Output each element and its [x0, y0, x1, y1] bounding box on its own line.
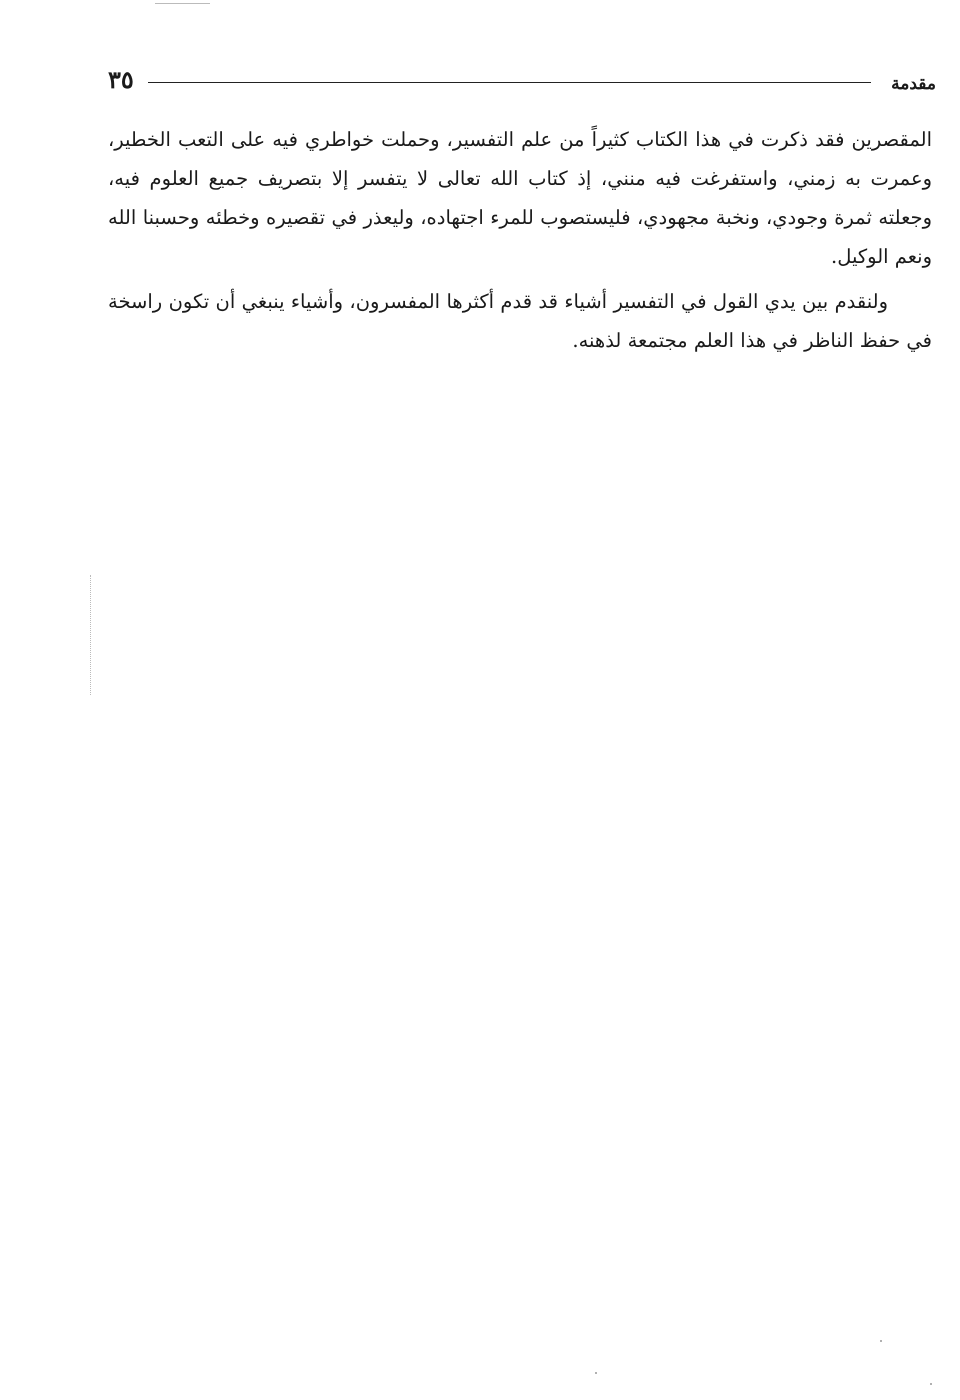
paragraph-1: المقصرين فقد ذكرت في هذا الكتاب كثيراً من علم التفسير، وحملت خواطري فيه على التعب الخطير، وعمرت به زمني، واستفرغت فيه منني، إذ كتاب الله تعالى لا يتفسر إلا بتصريف جميع العلوم فيه، وجعلته ثمرة وجودي، ونخبة مجهودي، فليستصوب للمرء اجتهاده، وليعذر في تقصيره وخطئه وحسبنا الله ونعم الوكيل.: [108, 128, 932, 268]
page-header: [108, 60, 936, 100]
scan-speck: [595, 1372, 597, 1374]
running-title: مقدمة: [891, 74, 936, 94]
scan-speck: [930, 1383, 932, 1385]
page-number: ٣٥: [108, 65, 134, 94]
paragraph-2: ولنقدم بين يدي القول في التفسير أشياء قد قدم أكثرها المفسرون، وأشياء ينبغي أن تكون راسخة في حفظ الناظر في هذا العلم مجتمعة لذهنه.: [108, 290, 932, 352]
scan-margin-artifact: [90, 575, 91, 695]
scan-edge-mark: [155, 3, 210, 4]
body-text: [108, 120, 932, 360]
scan-speck: [880, 1340, 882, 1342]
header-rule: [148, 82, 871, 83]
